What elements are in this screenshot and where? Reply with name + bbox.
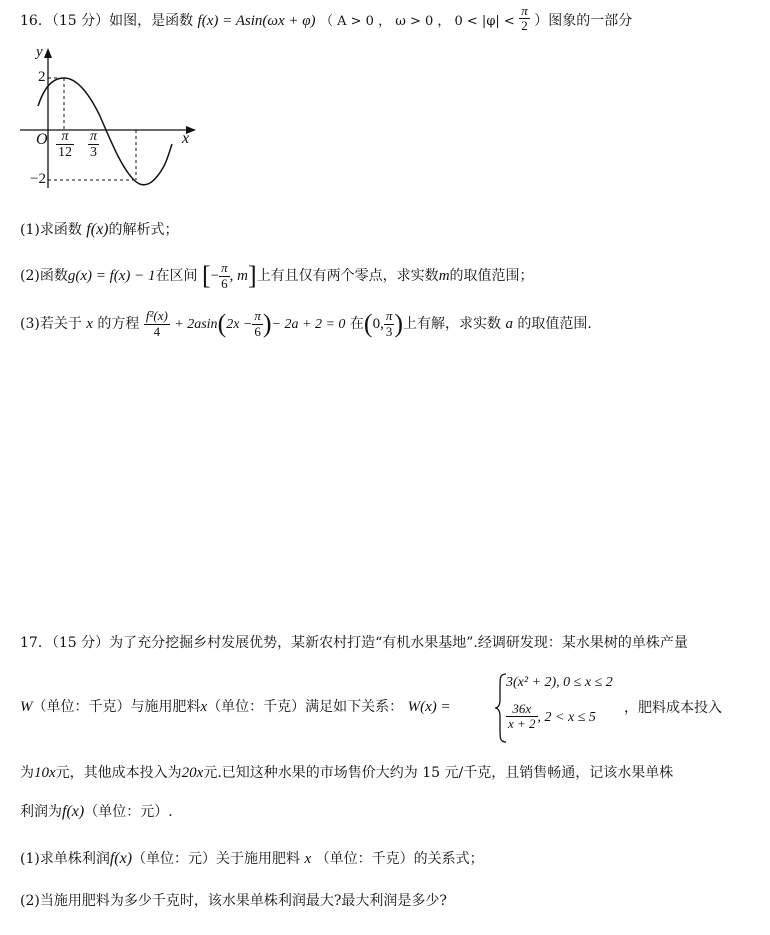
comma: ,: [229, 268, 238, 284]
q16-part3-a: a: [505, 316, 513, 332]
q16-part3-2x: 2x −: [226, 317, 253, 332]
q16-part2-text-c: 上有且仅有两个零点，求实数: [256, 268, 439, 284]
y-axis-arrow: [44, 48, 52, 58]
q17-line4: [20, 801, 173, 823]
q16-part3-text-l: 上有解，求实数: [403, 316, 501, 332]
q17-case2-cond: , 2 < x ≤ 5: [537, 709, 596, 725]
q17-line2-text-a: （单位：千克）与施用肥料: [32, 699, 201, 715]
graph-y-label: y: [36, 44, 43, 60]
q16-header: [20, 3, 633, 42]
q17-case2-fraction: $\frac{36x}{x + 2}$: [508, 701, 536, 732]
q16-part2-text-d: 的取值范围；: [449, 268, 534, 284]
q17-line4-text-b: （单位：元）.: [84, 804, 173, 820]
q16-part3-label: (3): [20, 316, 40, 332]
q16-part1-text-a: 求函数: [39, 222, 82, 238]
q16-function: f(x) = Asin(ωx + φ): [197, 12, 316, 29]
q17-w: W: [20, 699, 33, 715]
q17-wx: W(x) =: [407, 699, 451, 715]
q16-intro-end: ）图象的一部分: [534, 12, 633, 29]
q17-line2-x: x: [200, 699, 208, 715]
q16-part3-text-n: 的取值范围.: [517, 316, 592, 332]
q16-part3: [20, 304, 592, 345]
q16-part2-label: (2): [20, 268, 40, 284]
q17-line3-text-a: 为: [20, 765, 34, 781]
q17-line3-text-c: 元，其他成本投入为: [55, 765, 182, 781]
q16-part2-m: m: [237, 268, 249, 284]
q16-part3-sin: + 2asin: [174, 317, 218, 332]
q17-part2-label: (2): [20, 893, 40, 909]
q17-part2: [20, 890, 447, 912]
q17-20x: 20x: [181, 765, 204, 781]
q16-part1-label: (1): [20, 222, 40, 238]
left-bracket: [: [202, 261, 211, 290]
q17-line4-fx: f(x): [62, 803, 85, 820]
q17-line4-text-a: 利润为: [20, 804, 62, 820]
q16-part2-text-a: 函数: [39, 268, 68, 284]
q17-line2-text-b: （单位：千克）满足如下关系：: [207, 699, 404, 715]
right-paren: ): [262, 309, 272, 338]
q17-part1: [20, 848, 484, 870]
q16-part3-pi-6: $\frac{\pi}{6}$: [254, 308, 261, 339]
graph-tick-pi-12: $\frac{\pi}{12}$: [58, 129, 72, 161]
q16-part2-m-2: m: [438, 268, 450, 284]
q16-part2-fraction: $\frac{\pi}{6}$: [221, 260, 228, 291]
right-bracket: ]: [248, 261, 257, 290]
q17-part1-label: (1): [20, 851, 40, 867]
q16-part3-x: x: [86, 316, 93, 332]
q16-number: 16．: [20, 12, 52, 29]
q17-part1-text-a: 求单株利润: [39, 851, 110, 867]
q16-part1-text-b: 的解析式；: [108, 222, 179, 238]
q16-part3-in: 在: [349, 316, 364, 332]
q17-case1: 3(x² + 2), 0 ≤ x ≤ 2: [506, 675, 613, 690]
minus-sign: −: [210, 268, 220, 284]
q16-part3-fraction: $\frac{\text{f²(x)}}{4}$: [145, 308, 168, 339]
q16-part2: [20, 257, 534, 295]
q17-line1-text: 为了充分挖掘乡村发展优势，某新农村打造“有机水果基地”.经调研发现：某水果树的单株产量: [109, 635, 688, 651]
graph-y-min: −2: [30, 171, 46, 187]
graph-x-label: x: [182, 130, 190, 147]
q17-part1-fx: f(x): [109, 850, 133, 867]
q16-part1-fx: f(x): [86, 221, 109, 238]
q16-points: （15 分）: [51, 12, 110, 29]
q16-part1: [20, 219, 179, 241]
q17-part1-text-b: （单位：元）关于施用肥料: [132, 851, 301, 867]
q16-intro: 如图，是函数: [109, 12, 194, 29]
q16-part3-tail: − 2a + 2 = 0: [271, 317, 346, 332]
q16-pi-half: $\frac{\pi}{2}$: [521, 3, 528, 34]
q17-line3-text-e: 元.已知这种水果的市场售价大约为 15 元/千克，且销售畅通，记该水果单株: [203, 765, 674, 781]
q17-line2: [20, 696, 451, 718]
q16-part3-text-b: 的方程: [97, 316, 140, 332]
q17-10x: 10x: [34, 765, 56, 781]
q17-line3: [20, 762, 673, 784]
q16-part2-text-b: 在区间: [155, 268, 198, 284]
graph-y-max: 2: [38, 69, 46, 85]
q17-part1-x: x: [304, 851, 312, 867]
q17-points: （15 分）: [51, 635, 110, 651]
graph-tick-pi-3: $\frac{\pi}{3}$: [90, 129, 98, 161]
left-paren-2: (: [363, 309, 373, 338]
q16-conditions: （ A > 0 ， ω > 0 ， 0 < |φ| <: [320, 13, 515, 29]
q16-part3-zero: 0,: [372, 316, 384, 332]
q17-case2: [506, 702, 596, 732]
q17-line2-end: ，肥料成本投入: [624, 700, 722, 716]
q17-line1: [20, 632, 688, 654]
right-paren-2: ): [394, 309, 403, 338]
q16-part3-text-a: 若关于: [39, 316, 82, 332]
q16-part2-gx: g(x) = f(x) − 1: [67, 268, 156, 284]
q17-number: 17．: [20, 635, 52, 651]
q17-part2-text: 当施用肥料为多少千克时，该水果单株利润最大?最大利润是多少?: [39, 893, 447, 909]
left-paren: (: [217, 309, 227, 338]
q17-part1-text-c: （单位：千克）的关系式；: [315, 851, 484, 867]
q16-part3-pi-3: $\frac{\pi}{3}$: [385, 308, 393, 339]
graph-origin: O: [36, 131, 48, 148]
